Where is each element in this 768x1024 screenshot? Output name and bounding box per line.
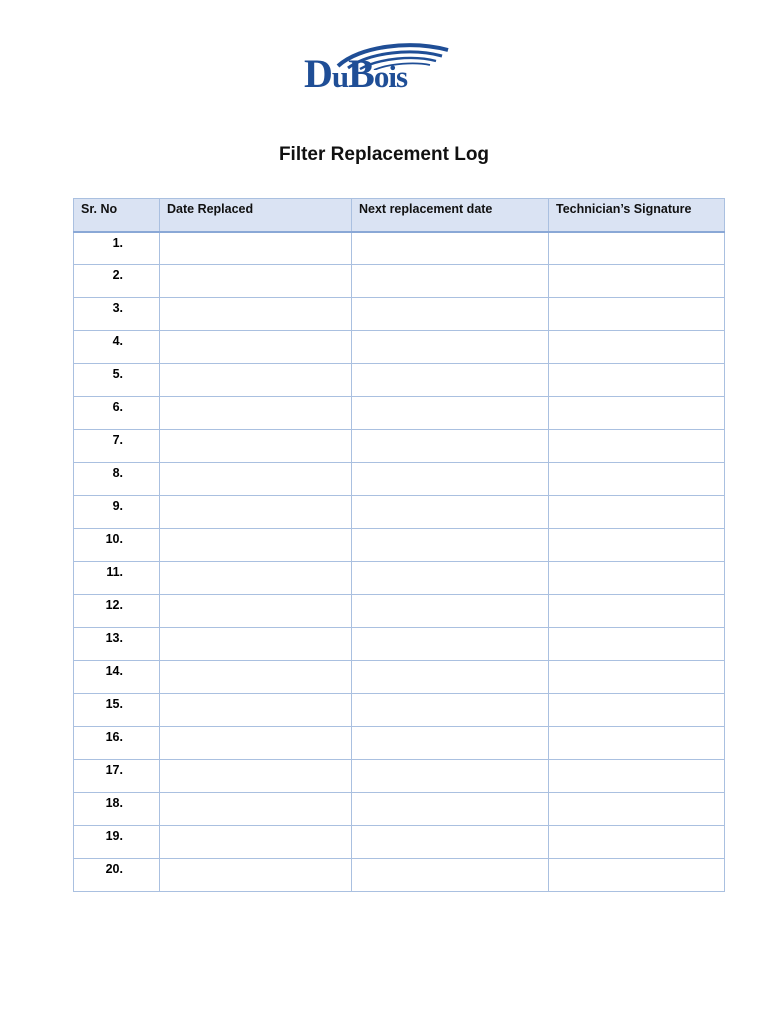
sr-no-cell: 17. [74,760,160,793]
next-replacement-date-cell [352,826,549,859]
date-replaced-cell [160,496,352,529]
technician-signature-cell [549,859,725,892]
table-row [74,232,725,265]
date-replaced-cell [160,562,352,595]
next-replacement-date-cell [352,760,549,793]
sr-no-cell: 4. [74,331,160,364]
table-row [74,529,725,562]
technician-signature-cell [549,430,725,463]
table-row [74,496,725,529]
sr-no-cell: 10. [74,529,160,562]
next-replacement-date-cell [352,595,549,628]
table-row [74,793,725,826]
sr-no-cell: 11. [74,562,160,595]
sr-no-cell: 9. [74,496,160,529]
next-replacement-date-cell [352,331,549,364]
technician-signature-cell [549,760,725,793]
sr-no-cell: 5. [74,364,160,397]
date-replaced-cell [160,826,352,859]
technician-signature-cell [549,265,725,298]
next-replacement-date-cell [352,232,549,265]
technician-signature-cell [549,298,725,331]
header-date-replaced: Date Replaced [160,199,352,232]
table-row [74,331,725,364]
date-replaced-cell [160,298,352,331]
next-replacement-date-cell [352,694,549,727]
filter-log-table [73,198,725,892]
next-replacement-date-cell [352,397,549,430]
date-replaced-cell [160,595,352,628]
table-row [74,430,725,463]
logo-letters-u: u [331,59,349,94]
date-replaced-cell [160,760,352,793]
next-replacement-date-cell [352,496,549,529]
technician-signature-cell [549,727,725,760]
technician-signature-cell [549,496,725,529]
logo-wordmark [304,51,408,96]
date-replaced-cell [160,727,352,760]
sr-no-cell: 19. [74,826,160,859]
technician-signature-cell [549,463,725,496]
logo-letters-ois: ois [373,59,408,94]
table-row [74,463,725,496]
next-replacement-date-cell [352,298,549,331]
next-replacement-date-cell [352,628,549,661]
logo-letter-d: D [304,51,332,96]
technician-signature-cell [549,397,725,430]
technician-signature-cell [549,661,725,694]
date-replaced-cell [160,463,352,496]
table-row [74,694,725,727]
next-replacement-date-cell [352,430,549,463]
table-row [74,826,725,859]
sr-no-cell: 2. [74,265,160,298]
sr-no-cell: 18. [74,793,160,826]
technician-signature-cell [549,232,725,265]
date-replaced-cell [160,232,352,265]
table-row [74,397,725,430]
sr-no-cell: 15. [74,694,160,727]
date-replaced-cell [160,529,352,562]
technician-signature-cell [549,331,725,364]
date-replaced-cell [160,364,352,397]
date-replaced-cell [160,694,352,727]
date-replaced-cell [160,859,352,892]
date-replaced-cell [160,661,352,694]
technician-signature-cell [549,826,725,859]
technician-signature-cell [549,628,725,661]
next-replacement-date-cell [352,265,549,298]
table-row [74,859,725,892]
page-title: Filter Replacement Log [278,144,490,165]
next-replacement-date-cell [352,529,549,562]
sr-no-cell: 12. [74,595,160,628]
date-replaced-cell [160,397,352,430]
date-replaced-cell [160,265,352,298]
sr-no-cell: 16. [74,727,160,760]
date-replaced-cell [160,331,352,364]
sr-no-cell: 1. [74,232,160,265]
table-row [74,595,725,628]
table-row [74,298,725,331]
sr-no-cell: 6. [74,397,160,430]
next-replacement-date-cell [352,463,549,496]
table-row [74,760,725,793]
header-sr-no: Sr. No [74,199,160,232]
sr-no-cell: 8. [74,463,160,496]
sr-no-cell: 7. [74,430,160,463]
next-replacement-date-cell [352,859,549,892]
date-replaced-cell [160,628,352,661]
sr-no-cell: 20. [74,859,160,892]
technician-signature-cell [549,595,725,628]
sr-no-cell: 3. [74,298,160,331]
next-replacement-date-cell [352,727,549,760]
table-row [74,628,725,661]
next-replacement-date-cell [352,562,549,595]
technician-signature-cell [549,529,725,562]
date-replaced-cell [160,430,352,463]
sr-no-cell: 14. [74,661,160,694]
next-replacement-date-cell [352,793,549,826]
technician-signature-cell [549,694,725,727]
header-next-replacement-date: Next replacement date [352,199,549,232]
header-technician-signature: Technician’s Signature [549,199,725,232]
table-row [74,265,725,298]
dubois-logo [300,40,470,102]
table-row [74,562,725,595]
table-row [74,364,725,397]
sr-no-cell: 13. [74,628,160,661]
table-row [74,661,725,694]
technician-signature-cell [549,364,725,397]
next-replacement-date-cell [352,364,549,397]
next-replacement-date-cell [352,661,549,694]
table-body [74,232,725,892]
table-row [74,727,725,760]
date-replaced-cell [160,793,352,826]
technician-signature-cell [549,793,725,826]
technician-signature-cell [549,562,725,595]
logo-letter-b: B [348,51,374,96]
table-header-row [74,199,725,232]
